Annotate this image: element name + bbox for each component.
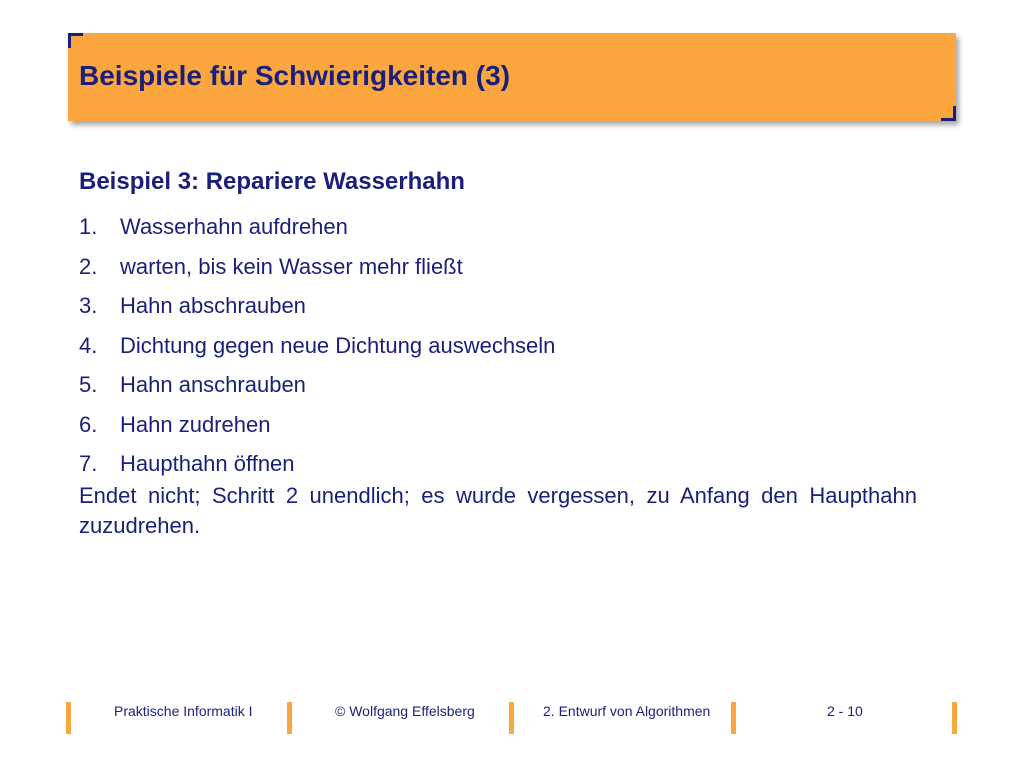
step-text: Hahn abschrauben [120,293,306,318]
slide-footer [0,698,1024,738]
step-item [79,286,917,326]
step-text: Wasserhahn aufdrehen [120,214,348,239]
conclusion-text: Endet nicht; Schritt 2 unendlich; es wurde vergessen, zu Anfang den Haupthahn zuzudrehen. [79,482,917,538]
step-number: 1. [79,214,98,239]
footer-separator [731,702,736,734]
step-number: 2. [79,253,98,279]
step-text: Hahn zudrehen [120,411,271,437]
step-text: Haupthahn öffnen [120,451,295,476]
footer-separator [287,702,292,734]
title-banner [68,33,956,121]
corner-bracket-bottom-right [941,106,956,121]
step-text: Hahn anschrauben [120,372,306,397]
step-item [79,207,917,247]
footer-page-number: 2 - 10 [827,703,863,719]
step-text: Dichtung gegen neue Dichtung auswechseln [120,332,556,358]
footer-separator [952,702,957,734]
step-item [79,326,917,366]
step-text: warten, bis kein Wasser mehr fließt [120,253,463,279]
footer-separator [509,702,514,734]
step-number: 5. [79,372,98,397]
step-item [79,405,917,445]
step-number: 4. [79,332,98,358]
footer-author: © Wolfgang Effelsberg [335,703,475,719]
step-number: 3. [79,293,98,318]
slide-content [79,166,917,541]
example-heading: Beispiel 3: Repariere Wasserhahn [79,168,465,195]
steps-list [79,207,917,484]
footer-course: Praktische Informatik I [114,703,253,719]
step-item [79,247,917,287]
step-item [79,444,917,484]
footer-chapter: 2. Entwurf von Algorithmen [543,703,711,719]
step-number: 6. [79,411,98,437]
step-number: 7. [79,451,98,476]
slide-title: Beispiele für Schwierigkeiten (3) [79,60,511,91]
footer-separator [66,702,71,734]
step-item [79,365,917,405]
corner-bracket-top-left [68,33,83,48]
